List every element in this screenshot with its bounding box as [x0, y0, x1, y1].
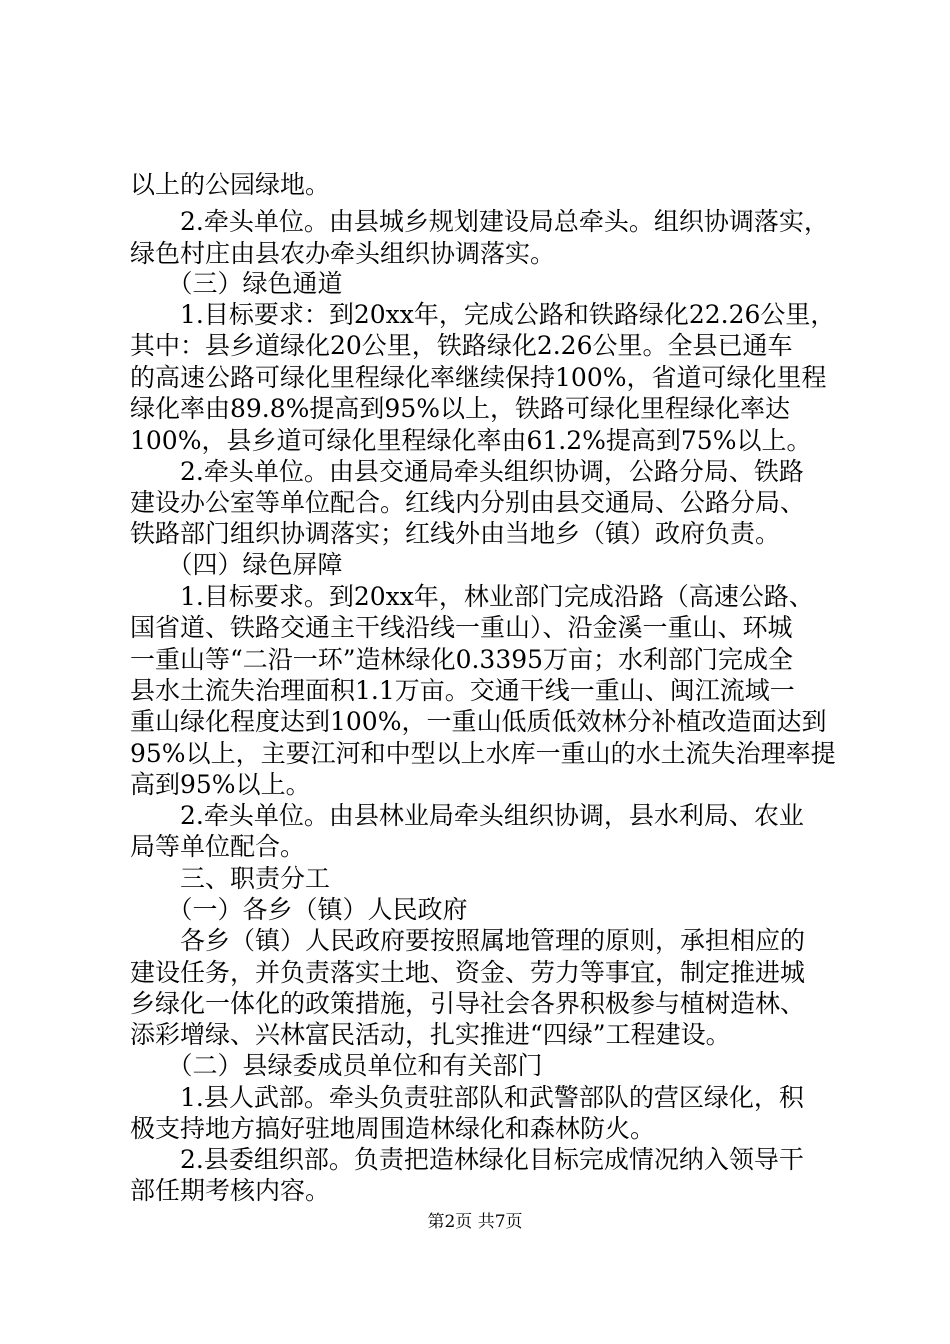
text-line: 1.目标要求。到20xx年，林业部门完成沿路（高速公路、	[130, 582, 814, 611]
text-line: 乡绿化一体化的政策措施，引导社会各界积极参与植树造林、	[130, 989, 806, 1018]
text-line: 2.牵头单位。由县城乡规划建设局总牵头。组织协调落实，	[130, 207, 829, 236]
text-line: 国省道、铁路交通主干线沿线一重山）、沿金溪一重山、环城	[130, 613, 793, 642]
section-heading: （一）各乡（镇）人民政府	[130, 895, 468, 924]
section-heading: （四）绿色屏障	[130, 550, 343, 579]
text-line: 建设办公室等单位配合。红线内分别由县交通局、公路分局、	[130, 488, 806, 517]
text-line: 95%以上，主要江河和中型以上水库一重山的水土流失治理率提	[130, 739, 836, 768]
section-heading: （三）绿色通道	[130, 269, 343, 298]
section-heading: （二）县绿委成员单位和有关部门	[130, 1051, 543, 1080]
text-line: 100%，县乡道可绿化里程绿化率由61.2%提高到75%以上。	[130, 426, 812, 455]
section-heading: 三、职责分工	[130, 864, 331, 893]
text-line: 1.目标要求：到20xx年，完成公路和铁路绿化22.26公里，	[130, 300, 836, 329]
text-line: 绿化率由89.8%提高到95%以上，铁路可绿化里程绿化率达	[130, 394, 790, 423]
text-line: 其中：县乡道绿化20公里，铁路绿化2.26公里。全县已通车	[130, 331, 793, 360]
text-line: 高到95%以上。	[130, 770, 311, 799]
page-footer: 第2页 共7页	[427, 1212, 523, 1232]
text-line: 建设任务，并负责落实土地、资金、劳力等事宜，制定推进城	[130, 958, 806, 987]
text-line: 部任期考核内容。	[130, 1176, 331, 1205]
text-line: 局等单位配合。	[130, 832, 306, 861]
text-line: 极支持地方搞好驻地周围造林绿化和森林防火。	[130, 1114, 656, 1143]
text-line: 各乡（镇）人民政府要按照属地管理的原则，承担相应的	[130, 926, 806, 955]
text-line: 1.县人武部。牵头负责驻部队和武警部队的营区绿化，积	[130, 1083, 804, 1112]
text-line: 2.牵头单位。由县林业局牵头组织协调，县水利局、农业	[130, 801, 804, 830]
text-line: 一重山等“二沿一环”造林绿化0.3395万亩；水利部门完成全	[130, 645, 794, 674]
text-line: 绿色村庄由县农办牵头组织协调落实。	[130, 239, 556, 268]
text-line: 县水土流失治理面积1.1万亩。交通干线一重山、闽江流域一	[130, 676, 795, 705]
text-line: 2.县委组织部。负责把造林绿化目标完成情况纳入领导干	[130, 1145, 804, 1174]
text-line: 添彩增绿、兴林富民活动，扎实推进“四绿”工程建设。	[130, 1020, 731, 1049]
text-line: 的高速公路可绿化里程绿化率继续保持100%，省道可绿化里程	[130, 363, 827, 392]
text-line: 重山绿化程度达到100%，一重山低质低效林分补植改造面达到	[130, 707, 827, 736]
text-line: 铁路部门组织协调落实；红线外由当地乡（镇）政府负责。	[130, 519, 781, 548]
text-line: 2.牵头单位。由县交通局牵头组织协调，公路分局、铁路	[130, 457, 804, 486]
text-line: 以上的公园绿地。	[130, 170, 331, 199]
